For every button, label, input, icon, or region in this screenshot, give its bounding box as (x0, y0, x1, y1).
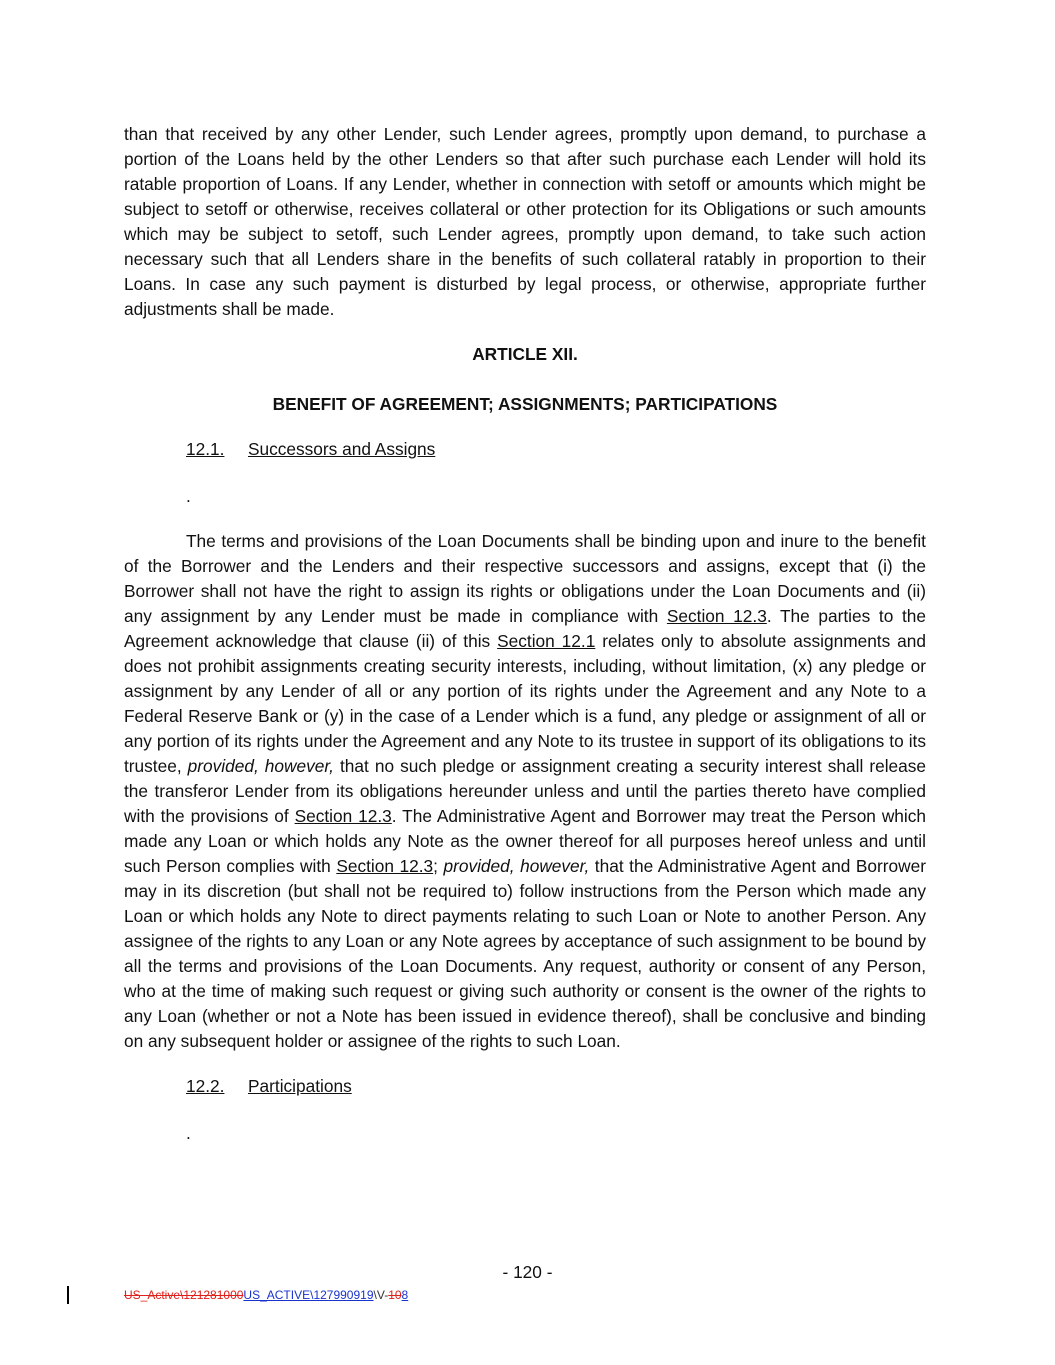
article-number: ARTICLE XII. (472, 344, 578, 364)
intro-paragraph: than that received by any other Lender, such Lender agrees, promptly upon demand, to purchase a portion of the Loans held by the other Lenders so that after such purchase each Lender will hold its ratable proportion of Loans. If any Lender, whether in connection with setoff or amounts which might be subject to setoff or otherwise, receives collateral or other protection for its Obligations or such amounts which may be subject to setoff, such Lender agrees, promptly upon demand, to take such action necessary such that all Lenders share in the benefits of such collateral ratably in proportion to their Loans. In case any such payment is disturbed by legal process, or otherwise, appropriate further adjustments shall be made. (124, 124, 926, 319)
proviso-italic: provided, however, (187, 756, 334, 776)
version-inserted: 8 (401, 1288, 409, 1302)
section-12-2-dot: . (186, 1123, 191, 1143)
section-12-2-number: 12.2. (186, 1076, 225, 1096)
section-12-2-heading (124, 1074, 926, 1099)
doc-id-inserted: US_ACTIVE\127990919 (243, 1288, 374, 1302)
section-reference: Section 12.1 (497, 631, 596, 651)
change-bar (67, 1286, 69, 1304)
body-text: that the Administrative Agent and Borrower may in its discretion (but shall not be required to) follow instructions from the Person which made any Loan or which holds any Note to direct payments relating to such Loan or Note to another Person. Any assignee of the rights to any Loan or any Note agrees by acceptance of such assignment to be bound by all the terms and provisions of the Loan Documents. Any request, authority or consent of any Person, who at the time of making such request or giving such authority or consent is the owner of the rights to any Loan (whether or not a Note has been issued in evidence thereof), shall be conclusive and binding on any subsequent holder or assignee of the rights to such Loan. (124, 856, 927, 1051)
document-page (124, 122, 926, 1146)
section-reference: Section 12.3 (294, 806, 392, 826)
doc-id-deleted: US_Active\121281000 (124, 1288, 244, 1302)
body-text: The terms and provisions of the Loan Documents shall be binding upon and inure to the benefit of the Borrower and the Lenders and their respective successors and assigns, except that (i) the Borrower shall not have the right to assign its rights or obligations under the Loan Documents and (ii) any assignment by any Lender must be made in compliance with (124, 531, 926, 626)
section-reference: Section 12.3 (336, 856, 434, 876)
version-deleted: 10 (388, 1288, 402, 1302)
section-reference: Section 12.3 (666, 606, 767, 626)
section-12-1-title: Successors and Assigns (248, 439, 436, 459)
body-text: that no such pledge or assignment creating a security interest shall release the transferor Lender from its obligations hereunder unless and until the parties thereto have complied with the provisions of (124, 756, 927, 826)
section-12-1-heading (124, 437, 926, 462)
section-12-1-number: 12.1. (186, 439, 225, 459)
section-12-1-body (124, 529, 926, 1054)
document-id (124, 1288, 408, 1302)
article-title: BENEFIT OF AGREEMENT; ASSIGNMENTS; PARTICIPATIONS (272, 394, 778, 414)
section-12-1-dot: . (186, 486, 191, 506)
page-number: - 120 - (502, 1262, 553, 1282)
body-text: relates only to absolute assignments and does not prohibit assignments creating security interests, including, without limitation, (x) any pledge or assignment by any Lender of all or any portion of its rights under the Agreement and any Note to a Federal Reserve Bank or (y) in the case of a Lender which is a fund, any pledge or assignment of all or any portion of its rights under the Agreement and any Note to its trustee in support of its obligations to its trustee, (124, 631, 927, 776)
body-text: . The parties to the Agreement acknowledge that clause (ii) of this (124, 606, 927, 651)
proviso-italic: provided, however, (443, 856, 590, 876)
section-12-2-title: Participations (248, 1076, 352, 1096)
body-text: . The Administrative Agent and Borrower may treat the Person which made any Loan or which holds any Note as the owner thereof for all purposes hereof unless and until such Person complies with (124, 806, 927, 876)
body-text: ; (433, 856, 444, 876)
doc-id-separator: \V- (373, 1288, 389, 1302)
